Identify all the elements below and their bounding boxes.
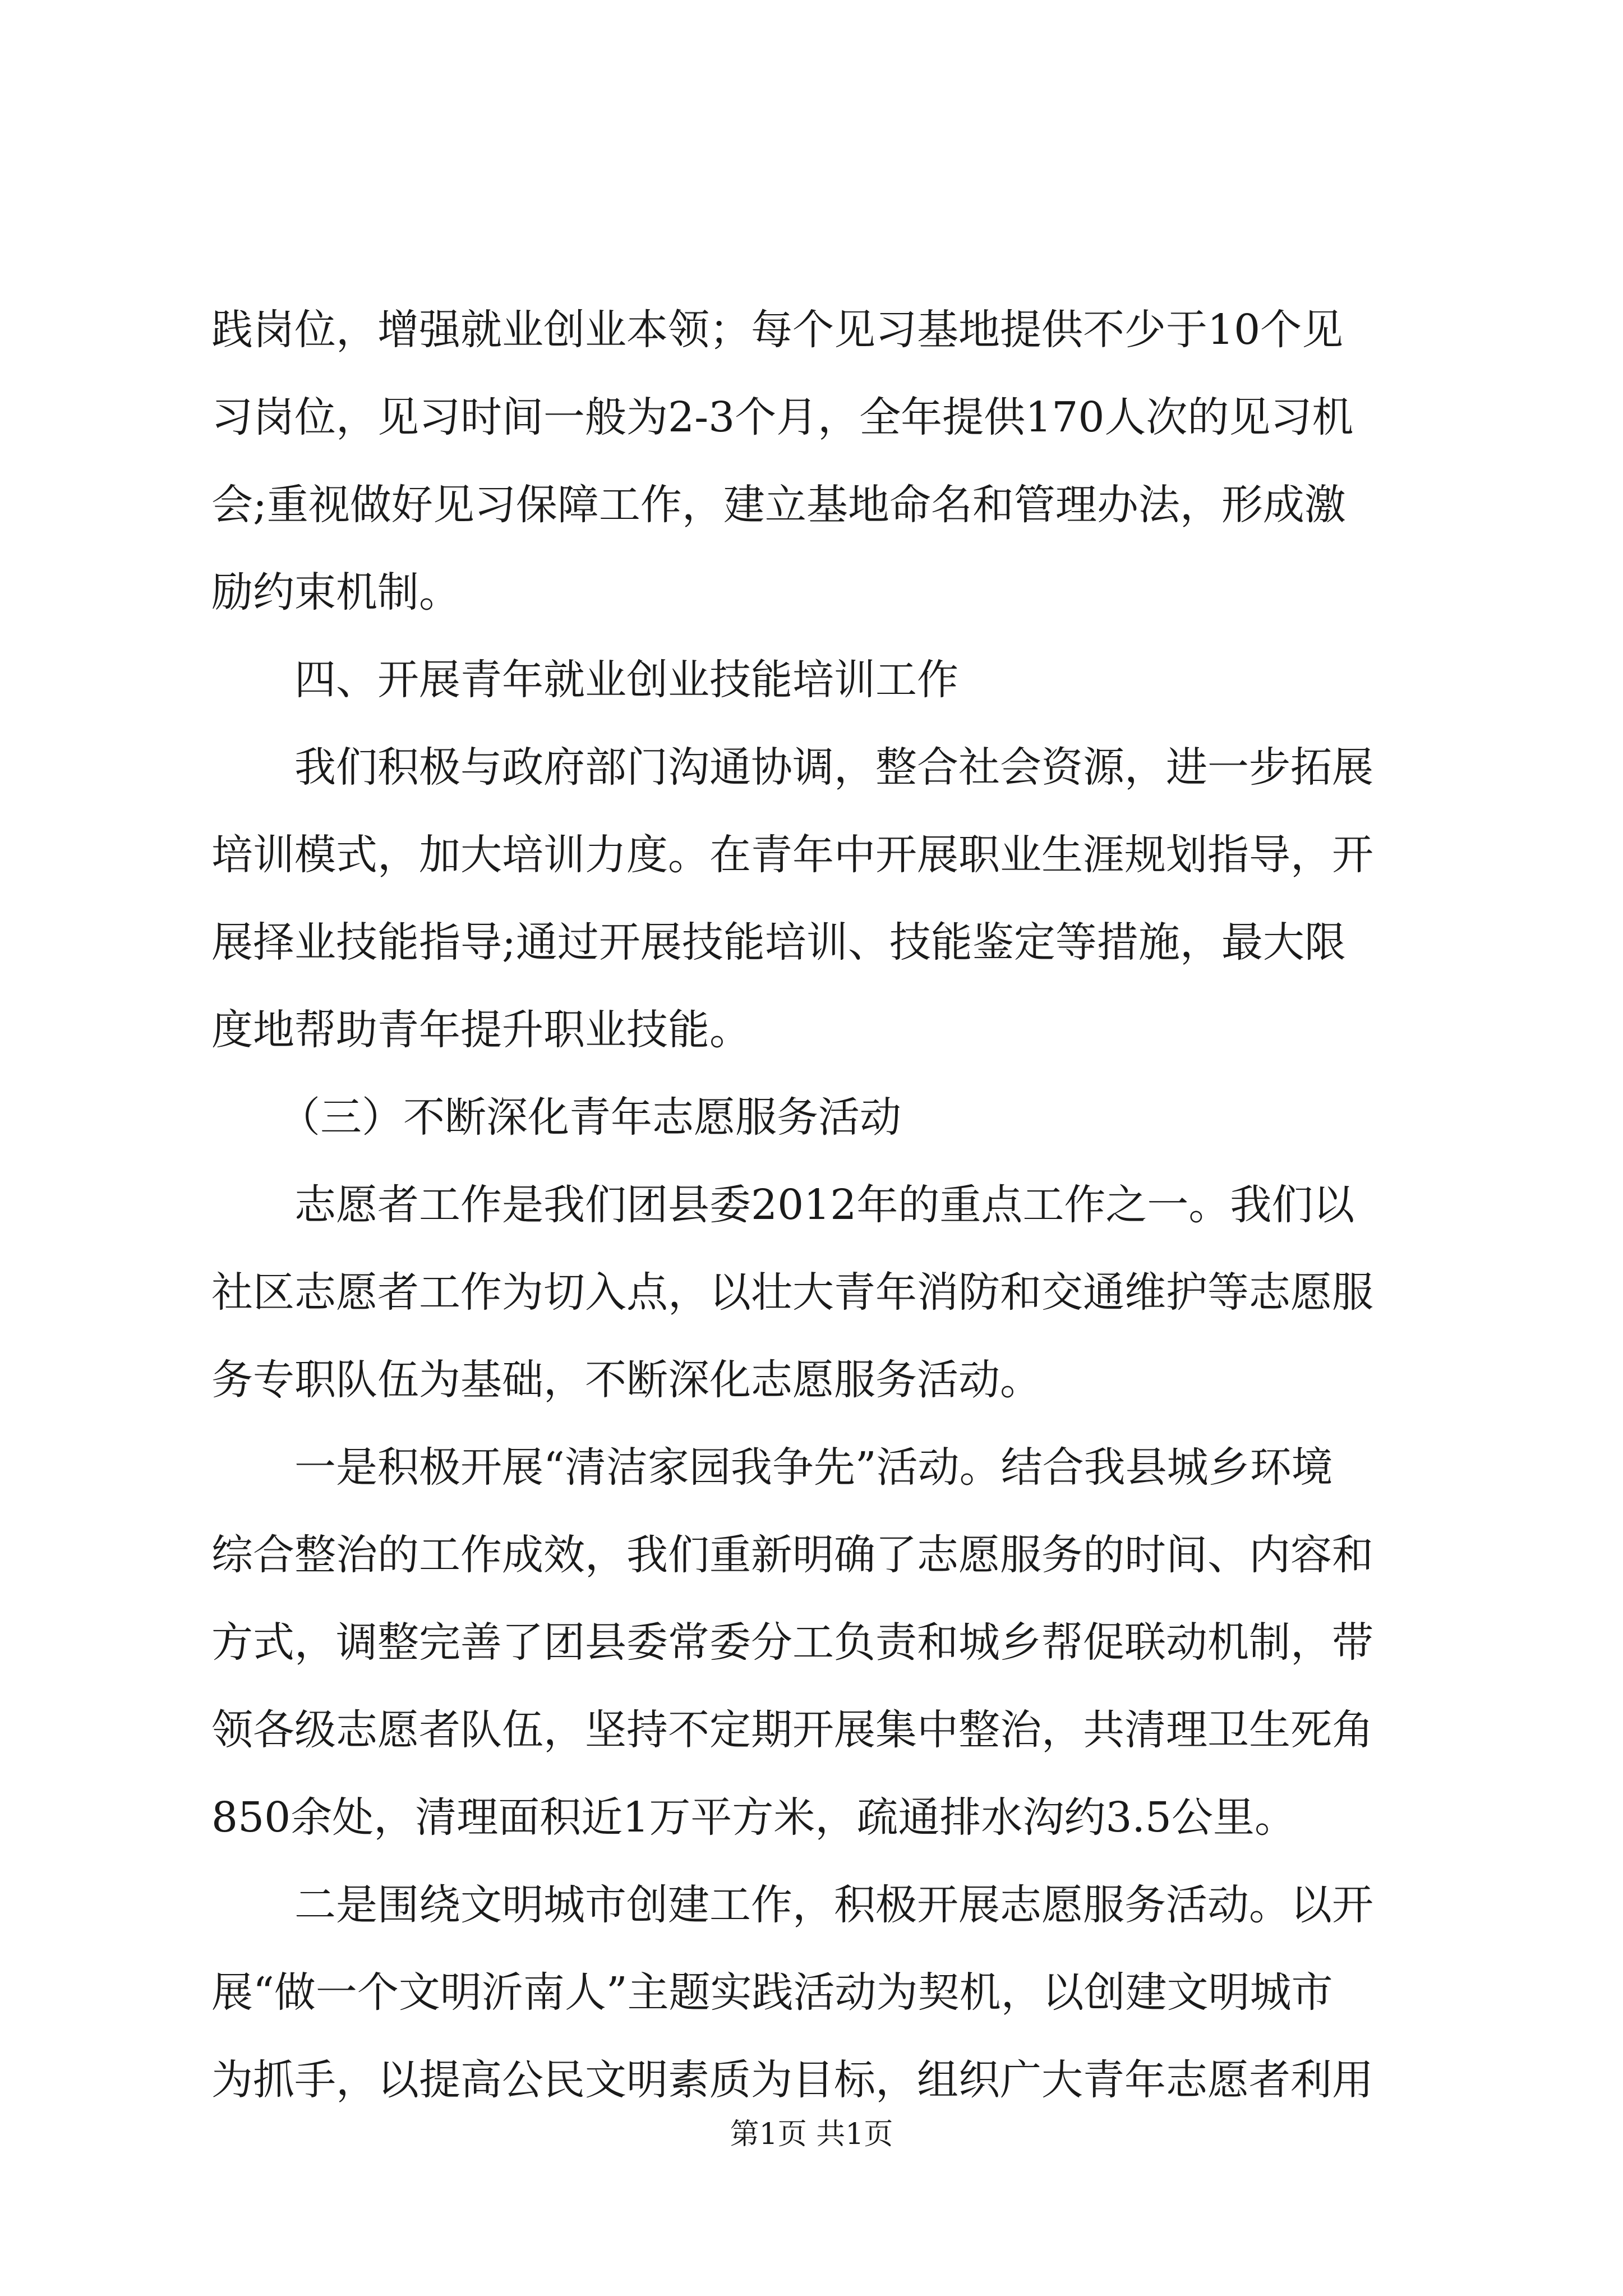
body-text-line: 励约束机制。 xyxy=(211,568,460,616)
body-text-line: 为抓手，以提高公民文明素质为目标，组织广大青年志愿者利用 xyxy=(211,2056,1373,2104)
paragraph-first-line: 二是围绕文明城市创建工作，积极开展志愿服务活动。以开 xyxy=(294,1881,1373,1929)
body-text-line: 850余处，清理面积近1万平方米，疏通排水沟约3.5公里。 xyxy=(211,1793,1297,1842)
paragraph-first-line: 志愿者工作是我们团县委2012年的重点工作之一。我们以 xyxy=(294,1181,1355,1229)
body-text-line: 综合整治的工作成效，我们重新明确了志愿服务的时间、内容和 xyxy=(211,1531,1373,1579)
paragraph-first-line: 我们积极与政府部门沟通协调，整合社会资源，进一步拓展 xyxy=(294,743,1373,792)
body-text-line: 方式，调整完善了团县委常委分工负责和城乡帮促联动机制，带 xyxy=(211,1618,1373,1667)
body-text-line: 领各级志愿者队伍，坚持不定期开展集中整治，共清理卫生死角 xyxy=(211,1706,1373,1754)
body-text-line: 培训模式，加大培训力度。在青年中开展职业生涯规划指导，开 xyxy=(211,831,1373,879)
body-text-line: 习岗位，见习时间一般为2-3个月，全年提供170人次的见习机 xyxy=(211,393,1354,441)
paragraph-first-line: 一是积极开展“清洁家园我争先”活动。结合我县城乡环境 xyxy=(294,1443,1333,1492)
body-text-line: 展“做一个文明沂南人”主题实践活动为契机，以创建文明城市 xyxy=(211,1968,1333,2017)
body-text-line: 度地帮助青年提升职业技能。 xyxy=(211,1006,751,1054)
body-text-line: 展择业技能指导;通过开展技能培训、技能鉴定等措施，最大限 xyxy=(211,918,1346,967)
section-heading: 四、开展青年就业创业技能培训工作 xyxy=(294,656,958,704)
section-heading: （三）不断深化青年志愿服务活动 xyxy=(279,1093,901,1142)
body-text-line: 践岗位，增强就业创业本领；每个见习基地提供不少于10个见 xyxy=(211,306,1344,354)
body-text-line: 会;重视做好见习保障工作，建立基地命名和管理办法，形成激 xyxy=(211,481,1346,529)
body-text-line: 务专职队伍为基础，不断深化志愿服务活动。 xyxy=(211,1356,1041,1404)
body-text-line: 社区志愿者工作为切入点，以壮大青年消防和交通维护等志愿服 xyxy=(211,1268,1373,1317)
page-footer: 第1页 共1页 xyxy=(730,2118,893,2151)
